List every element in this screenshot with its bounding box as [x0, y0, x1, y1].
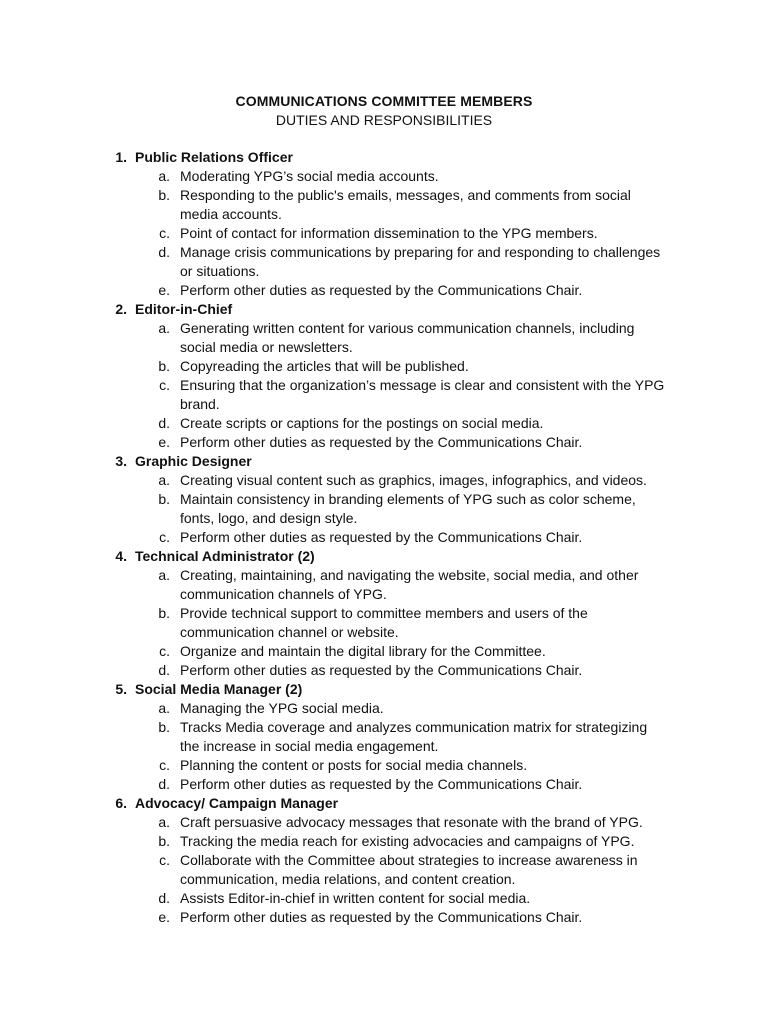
duty-item [0, 433, 670, 452]
role-title: Public Relations Officer [135, 149, 293, 165]
duty-text: Provide technical support to committee members and users of the communication channel or website. [180, 605, 588, 640]
role-heading [0, 300, 768, 319]
duty-letter: c. [159, 643, 170, 659]
duty-item [0, 243, 670, 281]
role-graphic-designer [0, 452, 768, 547]
duty-item [0, 186, 670, 224]
duty-letter: a. [158, 472, 170, 488]
duty-item [0, 642, 670, 661]
duty-letter: c. [159, 377, 170, 393]
duty-item [0, 167, 670, 186]
duty-text: Generating written content for various communication channels, including social media or newsletters. [180, 320, 635, 355]
duties-list [0, 699, 768, 794]
duties-list [0, 167, 768, 300]
duties-list [0, 566, 768, 680]
role-number: 2. [115, 301, 127, 317]
duty-text: Planning the content or posts for social media channels. [180, 757, 528, 773]
duty-letter: c. [159, 225, 170, 241]
duty-letter: e. [158, 282, 170, 298]
duty-letter: c. [159, 757, 170, 773]
duty-text: Manage crisis communications by preparing for and responding to challenges or situations. [180, 244, 661, 279]
duty-letter: b. [158, 187, 170, 203]
duty-item [0, 699, 670, 718]
duty-item [0, 813, 670, 832]
duty-text: Collaborate with the Committee about strategies to increase awareness in communication, media relations, and content creation. [180, 852, 638, 887]
duty-letter: d. [158, 415, 170, 431]
role-number: 3. [115, 453, 127, 469]
duty-item [0, 775, 670, 794]
duty-letter: b. [158, 358, 170, 374]
duty-text: Responding to the public's emails, messages, and comments from social media accounts. [180, 187, 631, 222]
role-heading [0, 148, 768, 167]
role-heading [0, 452, 768, 471]
duty-item [0, 908, 670, 927]
duty-item [0, 661, 670, 680]
duty-item [0, 604, 670, 642]
document-title: COMMUNICATIONS COMMITTEE MEMBERS [235, 93, 533, 109]
duty-text: Perform other duties as requested by the Communications Chair. [180, 909, 583, 925]
duty-text: Craft persuasive advocacy messages that resonate with the brand of YPG. [180, 814, 643, 830]
role-heading [0, 547, 768, 566]
role-social-media-manager [0, 680, 768, 794]
role-advocacy-campaign-manager [0, 794, 768, 927]
role-number: 6. [115, 795, 127, 811]
duty-text: Copyreading the articles that will be published. [180, 358, 469, 374]
duty-item [0, 224, 670, 243]
role-heading [0, 680, 768, 699]
roles-list [0, 148, 768, 927]
role-title: Social Media Manager (2) [135, 681, 303, 697]
duties-list [0, 319, 768, 452]
duty-letter: e. [158, 434, 170, 450]
duty-item [0, 528, 670, 547]
role-heading [0, 794, 768, 813]
duty-item [0, 718, 670, 756]
duty-text: Perform other duties as requested by the Communications Chair. [180, 662, 583, 678]
duty-text: Perform other duties as requested by the Communications Chair. [180, 776, 583, 792]
role-number: 5. [115, 681, 127, 697]
duty-item [0, 319, 670, 357]
duty-letter: e. [158, 909, 170, 925]
duty-text: Create scripts or captions for the postings on social media. [180, 415, 544, 431]
duty-letter: b. [158, 605, 170, 621]
duty-text: Perform other duties as requested by the Communications Chair. [180, 529, 583, 545]
role-title: Editor-in-Chief [135, 301, 233, 317]
duty-item [0, 832, 670, 851]
duty-letter: d. [158, 776, 170, 792]
duty-letter: d. [158, 662, 170, 678]
duty-text: Point of contact for information dissemination to the YPG members. [180, 225, 598, 241]
duty-item [0, 889, 670, 908]
duty-item [0, 471, 670, 490]
duty-text: Managing the YPG social media. [180, 700, 384, 716]
duty-letter: b. [158, 491, 170, 507]
duty-letter: a. [158, 567, 170, 583]
duty-text: Creating, maintaining, and navigating the website, social media, and other communication channels of YPG. [180, 567, 639, 602]
duty-text: Moderating YPG’s social media accounts. [180, 168, 439, 184]
duty-letter: c. [159, 852, 170, 868]
duty-text: Maintain consistency in branding elements of YPG such as color scheme, fonts, logo, and design style. [180, 491, 636, 526]
duty-item [0, 566, 670, 604]
document-subtitle: DUTIES AND RESPONSIBILITIES [275, 112, 493, 128]
duty-text: Ensuring that the organization’s message is clear and consistent with the YPG brand. [180, 377, 665, 412]
duty-letter: b. [158, 719, 170, 735]
role-title: Graphic Designer [135, 453, 252, 469]
duty-letter: a. [158, 320, 170, 336]
role-editor-in-chief [0, 300, 768, 452]
duty-text: Perform other duties as requested by the Communications Chair. [180, 282, 583, 298]
duty-letter: a. [158, 700, 170, 716]
duties-list [0, 471, 768, 547]
duty-letter: d. [158, 890, 170, 906]
duty-item [0, 376, 670, 414]
duty-item [0, 281, 670, 300]
duty-item [0, 357, 670, 376]
duty-item [0, 851, 670, 889]
duty-item [0, 414, 670, 433]
duty-letter: d. [158, 244, 170, 260]
duty-text: Tracks Media coverage and analyzes communication matrix for strategizing the increase in social media engagement. [180, 719, 648, 754]
role-number: 4. [115, 548, 127, 564]
duty-item [0, 756, 670, 775]
duty-letter: a. [158, 814, 170, 830]
duty-letter: a. [158, 168, 170, 184]
duty-text: Assists Editor-in-chief in written content for social media. [180, 890, 531, 906]
duty-letter: c. [159, 529, 170, 545]
duty-letter: b. [158, 833, 170, 849]
duty-text: Organize and maintain the digital library for the Committee. [180, 643, 546, 659]
role-title: Advocacy/ Campaign Manager [135, 795, 339, 811]
role-technical-administrator [0, 547, 768, 680]
duties-list [0, 813, 768, 927]
duty-item [0, 490, 670, 528]
role-number: 1. [115, 149, 127, 165]
role-title: Technical Administrator (2) [135, 548, 315, 564]
role-public-relations-officer [0, 148, 768, 300]
duty-text: Creating visual content such as graphics, images, infographics, and videos. [180, 472, 647, 488]
duty-text: Perform other duties as requested by the Communications Chair. [180, 434, 583, 450]
duty-text: Tracking the media reach for existing advocacies and campaigns of YPG. [180, 833, 635, 849]
